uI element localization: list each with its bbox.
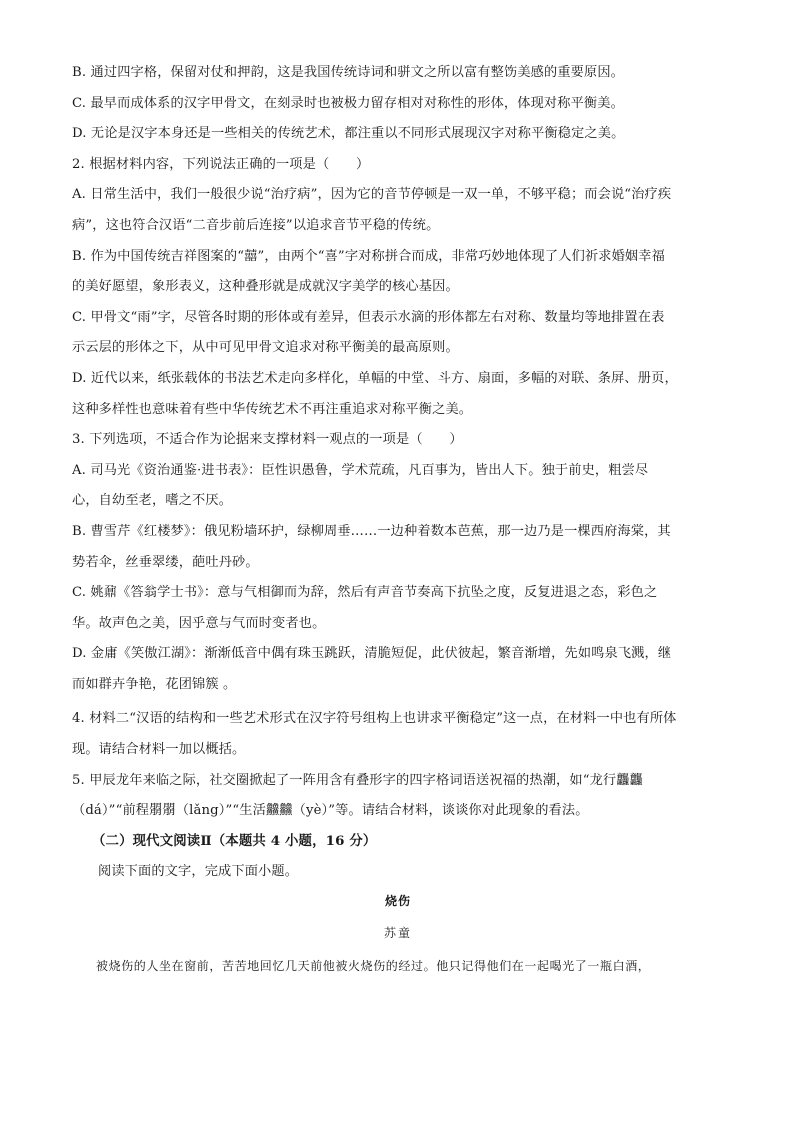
article-author: 苏童 — [383, 926, 412, 941]
option-b-q1: B. 通过四字格，保留对仗和押韵，这是我国传统诗词和骈文之所以富有整饬美感的重要原因。 — [72, 65, 625, 80]
q3-option-d-line2: 而如群卉争艳，花团锦簇 。 — [72, 676, 237, 692]
q3-option-a-line2: 心，自幼至老，嗜之不厌。 — [72, 493, 233, 509]
option-d-q1: D. 无论是汉字本身还是一些相关的传统艺术，都注重以不同形式展现汉字对称平衡稳定之美。 — [72, 126, 625, 142]
q3-option-c-line2: 华。故声色之美，因乎意与气而时变者也。 — [72, 615, 326, 631]
q2-option-a-line2: 病”，这也符合汉语“二音步前后连接”以追求音节平稳的传统。 — [72, 217, 440, 233]
q2-option-d-line2: 这种多样性也意味着有些中华传统艺术不再注重追求对称平衡之美。 — [72, 401, 473, 417]
q2-option-d-line1: D. 近代以来，纸张载体的书法艺术走向多样化，单幅的中堂、斗方、扇面，多幅的对联、条屏、册页， — [72, 370, 678, 386]
q2-option-c-line1: C. 甲骨文“雨”字，尽管各时期的形体或有差异，但表示水滴的形体都左右对称、数量均等地排置在表 — [72, 309, 665, 325]
reading-instruction: 阅读下面的文字，完成下面小题。 — [98, 864, 299, 880]
section-heading: （二）现代文阅读Ⅱ（本题共 4 小题，16 分） — [92, 832, 377, 849]
question-5-line1: 5. 甲辰龙年来临之际，社交圈掀起了一阵用含有叠形字的四字格词语送祝福的热潮，如“龙行龘龘 — [72, 772, 643, 788]
question-2: 2. 根据材料内容，下列说法正确的一项是（ ） — [72, 156, 370, 172]
question-3: 3. 下列选项，不适合作为论据来支撑材料一观点的一项是（ ） — [72, 432, 463, 448]
option-c-q1: C. 最早而成体系的汉字甲骨文，在刻录时也被极力留存相对对称性的形体，体现对称平衡美。 — [72, 95, 624, 111]
article-title: 烧伤 — [384, 894, 411, 909]
question-4-line1: 4. 材料二“汉语的结构和一些艺术形式在汉字符号组构上也讲求平衡稳定”这一点，在材料一中也有所体 — [72, 711, 677, 727]
document-content — [72, 62, 724, 976]
q2-option-a-line1: A. 日常生活中，我们一般很少说“治疗病”，因为它的音节停顿是一双一单，不够平稳；而会说“治疗疾 — [72, 187, 672, 203]
q3-option-b-line1: B. 曹雪芹《红楼梦》：俄见粉墙环护，绿柳周垂……一边种着数本芭蕉，那一边乃是一棵西府海棠，其 — [72, 523, 671, 539]
question-5-line2: （dá）”“前程朤朤（lǎng）”“生活䲜䲜（yè）”等。请结合材料，谈谈你对此现象的看法。 — [72, 803, 589, 819]
q2-option-c-line2: 示云层的形体之下，从中可见甲骨文追求对称平衡美的最高原则。 — [72, 340, 459, 356]
q2-option-b-line2: 的美好愿望，象形表义，这种叠形就是成就汉字美学的核心基因。 — [72, 279, 459, 295]
article-first-line: 被烧伤的人坐在窗前，苦苦地回忆几天前他被火烧伤的经过。他只记得他们在一起喝光了一瓶白酒， — [96, 959, 651, 974]
question-4-line2: 现。请结合材料一加以概括。 — [72, 742, 246, 758]
q3-option-b-line2: 势若伞，丝垂翠缕，葩吐丹砂。 — [72, 554, 259, 570]
q2-option-b-line1: B. 作为中国传统吉祥图案的“囍”，由两个“喜”字对称拼合而成，非常巧妙地体现了人们祈求婚姻幸福 — [72, 248, 665, 264]
q3-option-c-line1: C. 姚鼐《答翁学士书》：意与气相御而为辞，然后有声音节奏高下抗坠之度，反复进退之态，彩色之 — [72, 585, 658, 601]
q3-option-d-line1: D. 金庸《笑傲江湖》：渐渐低音中偶有珠玉跳跃，清脆短促，此伏彼起，繁音渐增，先如鸣泉飞溅，继 — [72, 646, 672, 662]
q3-option-a-line1: A. 司马光《资治通鉴·进书表》：臣性识愚鲁，学术荒疏，凡百事为，皆出人下。独于前史，粗尝尽 — [72, 462, 649, 478]
